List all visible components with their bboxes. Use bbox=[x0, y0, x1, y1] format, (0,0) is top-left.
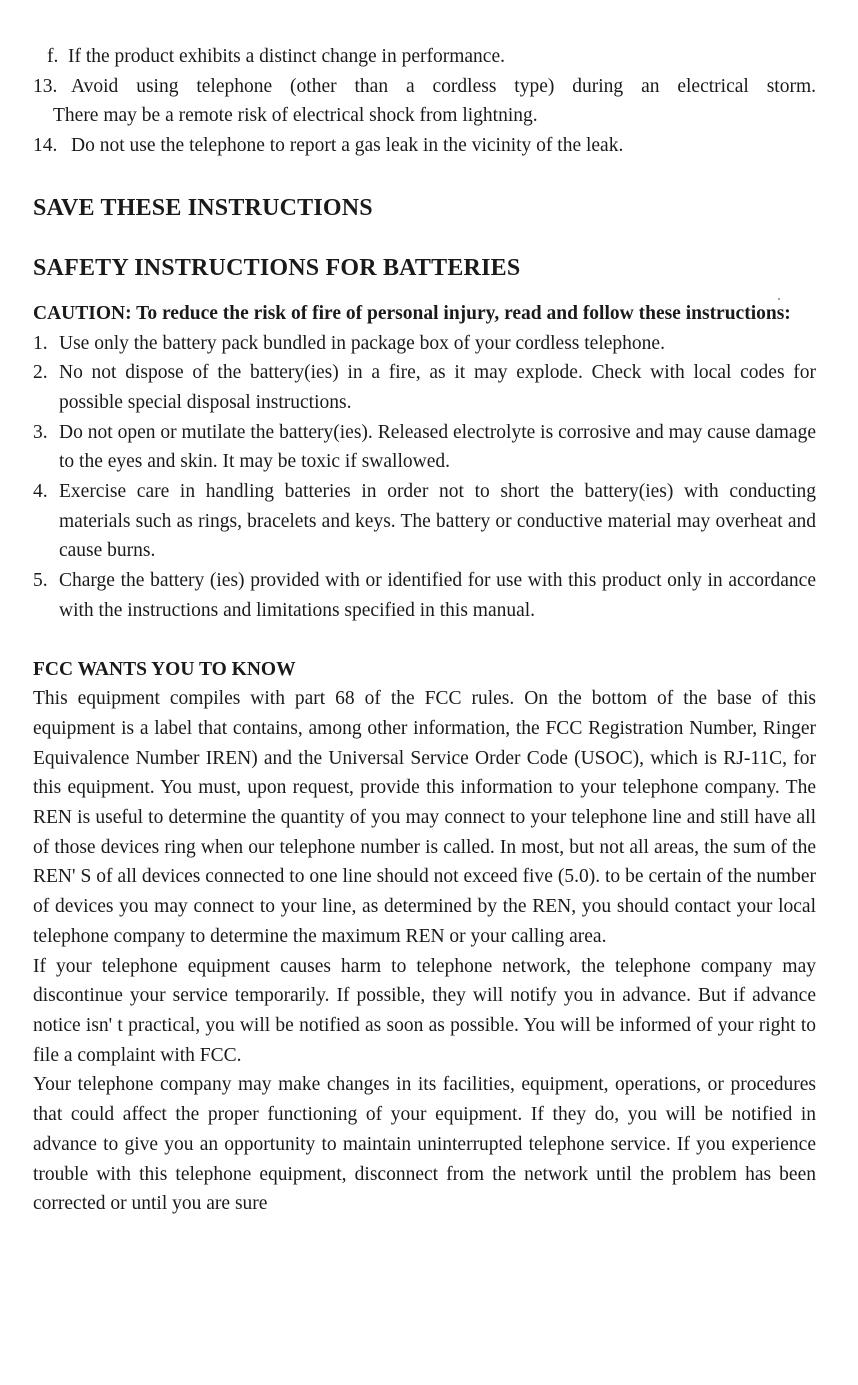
list-item-text: Charge the battery (ies) provided with or identified for use with this product only in accordance with the instructions and limitations specified in this manual. bbox=[59, 570, 816, 621]
list-item bbox=[33, 477, 816, 566]
list-item bbox=[33, 329, 816, 359]
list-item bbox=[33, 72, 816, 102]
list-item-number: 2. bbox=[33, 362, 48, 384]
list-item-number: 4. bbox=[33, 481, 48, 503]
list-item-continuation: There may be a remote risk of electrical shock from lightning. bbox=[53, 105, 538, 127]
intro-list bbox=[33, 42, 816, 161]
list-item-number: f. bbox=[47, 46, 59, 67]
list-item-number: 14. bbox=[33, 135, 58, 157]
fcc-paragraph: This equipment compiles with part 68 of the FCC rules. On the bottom of the base of this equipment is a label that contains, among other information, the FCC Registration Number, Ringer Equivalence Number IREN) and the Universal Service Order Code (USOC), which is RJ-11C, for this equipment. You must, upon request, provide this information to your telephone company. The REN is useful to determine the quantity of you may connect to your telephone line and still have all of those devices ring when our telephone number is called. In most, but not all areas, the sum of the REN' S of all devices connected to one line should not exceed five (5.0). to be certain of the number of devices you may connect to your line, as determined by the REN, you should contact your local telephone company to determine the maximum REN or your calling area. bbox=[33, 688, 816, 947]
scan-speck bbox=[778, 298, 780, 300]
fcc-heading: FCC WANTS YOU TO KNOW bbox=[33, 658, 296, 680]
list-item-text: No not dispose of the battery(ies) in a fire, as it may explode. Check with local codes for possible special disposal instructions. bbox=[59, 362, 816, 413]
list-item bbox=[33, 358, 816, 417]
list-item-text: If the product exhibits a distinct change in performance. bbox=[68, 46, 505, 67]
list-item-number: 1. bbox=[33, 332, 48, 354]
save-instructions-heading: SAVE THESE INSTRUCTIONS bbox=[33, 194, 373, 221]
list-item-text: Avoid using telephone (other than a cordless type) during an electrical storm. bbox=[71, 75, 816, 97]
fcc-paragraph: Your telephone company may make changes in its facilities, equipment, operations, or procedures that could affect the proper functioning of your equipment. If they do, you will be notified in advance to give you an opportunity to maintain uninterrupted telephone service. If you experience trouble with this telephone equipment, disconnect from the network until the problem has been corrected or until you are sure bbox=[33, 1074, 816, 1215]
list-item-text: Do not use the telephone to report a gas leak in the vicinity of the leak. bbox=[71, 135, 624, 157]
list-item bbox=[33, 42, 816, 72]
list-item-number: 3. bbox=[33, 421, 48, 443]
list-item-text: Use only the battery pack bundled in package box of your cordless telephone. bbox=[59, 332, 665, 354]
list-item-text: Exercise care in handling batteries in order not to short the battery(ies) with conducting materials such as rings, bracelets and keys. The battery or conductive material may overheat and cause burns. bbox=[59, 481, 816, 562]
battery-safety-heading: SAFETY INSTRUCTIONS FOR BATTERIES bbox=[33, 254, 521, 281]
list-item bbox=[33, 418, 816, 477]
battery-list bbox=[33, 329, 816, 626]
fcc-paragraph: If your telephone equipment causes harm to telephone network, the telephone company may discontinue your service temporarily. If possible, they will notify you in advance. But if advance notice isn' t practical, you will be notified as soon as possible. You will be informed of your right to file a complaint with FCC. bbox=[33, 955, 816, 1066]
caution-text: CAUTION: To reduce the risk of fire of personal injury, read and follow these instructions: bbox=[33, 302, 791, 324]
list-item bbox=[33, 566, 816, 625]
list-item-number: 13. bbox=[33, 75, 58, 97]
list-item-text: Do not open or mutilate the battery(ies). Released electrolyte is corrosive and may cause damage to the eyes and skin. It may be toxic if swallowed. bbox=[59, 421, 816, 473]
list-item-number: 5. bbox=[33, 570, 48, 592]
list-item bbox=[33, 131, 816, 161]
